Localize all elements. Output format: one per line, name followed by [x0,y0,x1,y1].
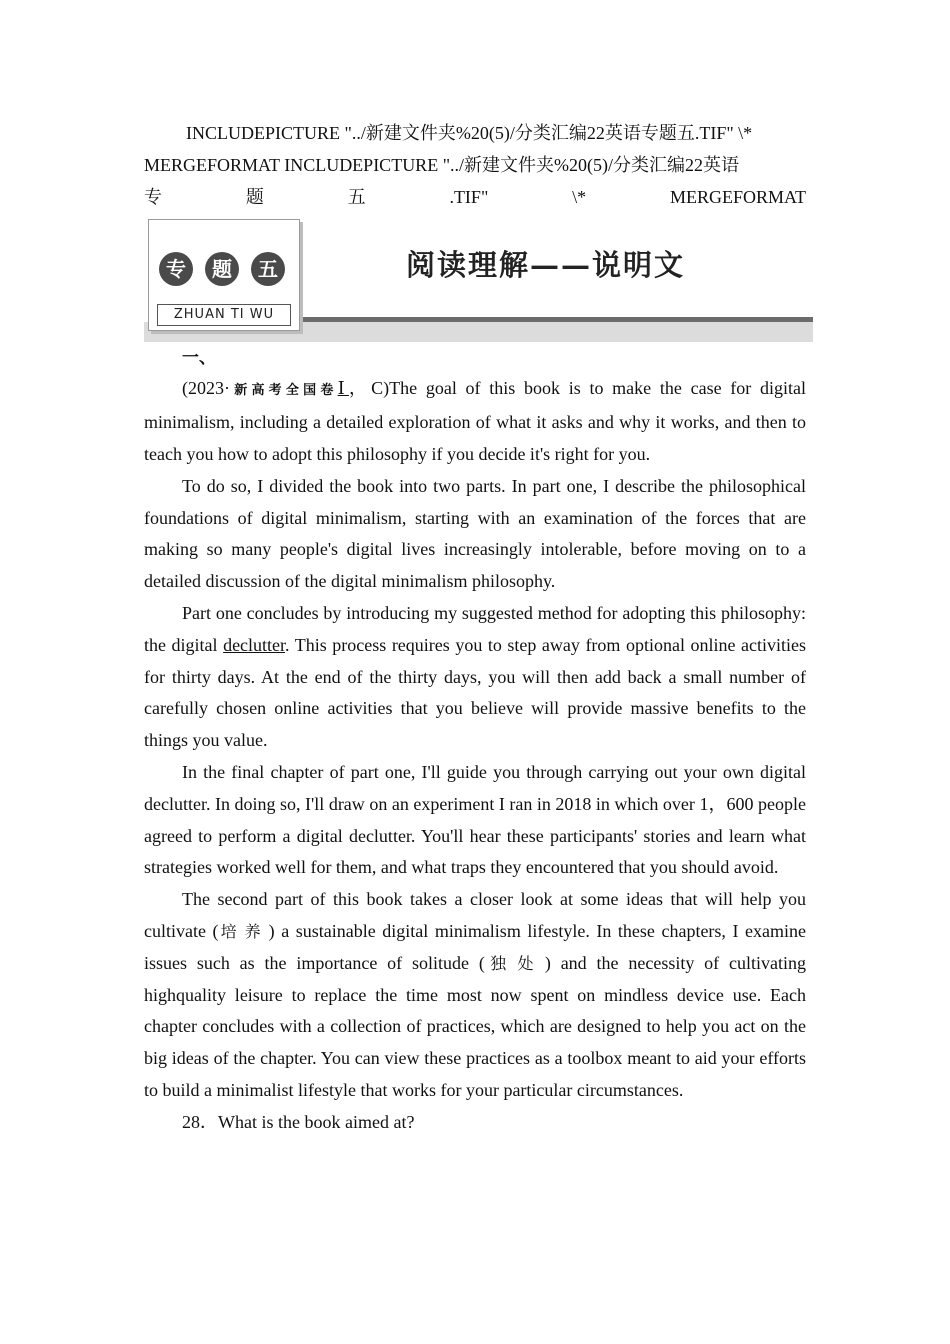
paragraph-text: Part one concludes by introducing my suggested method for adopting this philosophy: the digital [144,602,806,655]
include-field-part: 专 [144,186,162,207]
question-number: 28． [182,1111,218,1132]
source-num: Ⅰ [337,378,349,399]
include-field-line-1: INCLUDEPICTURE "../新建文件夹%20(5)/分类汇编22英语专题五.TIF" \* [186,123,753,143]
topic-char-circle: 题 [205,252,239,286]
include-field-part: MERGEFORMAT [669,186,806,207]
passage-paragraph-2: To do so, I divided the book into two parts. In part one, I describe the philosophical foundations of digital minimalism, starting with an examination of the forces that are making so many people's digital lives increasingly intolerable, before moving on to a detailed discussion of the digital minimalism philosophy. [144,475,806,592]
passage-paragraph-4: In the final chapter of part one, I'll guide you through carrying out your own digital declutter. In doing so, I'll draw on an experiment I ran in 2018 in which over 1，600 people agreed to perform a digital declutter. You'll hear these participants' stories and learn what strategies worked well for them, and what traps they encountered that you should avoid. [144,761,806,878]
topic-card [148,219,300,331]
topic-banner [144,217,813,341]
source-open: (2023· [182,378,230,399]
banner-title: 阅读理解——说明文 [406,248,686,283]
topic-char-circle: 专 [159,252,193,286]
section-mark: 一、 [182,348,216,369]
banner-rule [302,317,813,322]
paragraph-text: ) and the necessity of cultivating highquality leisure to replace the time most now spent on mindless device use. Each chapter concludes with a collection of practices, which are designed to help you act on the big ideas of the chapter. You can view these practices as a toolbox meant to aid your efforts to build a minimalist lifestyle that works for your particular circumstances. [144,952,806,1100]
question-28 [144,1107,806,1139]
passage-paragraph-3 [144,598,806,757]
source-close: ，C) [348,378,390,399]
chinese-gloss: 独处 [484,953,545,973]
paragraph-text: ) a sustainable digital minimalism lifestyle. In these chapters, I examine issues such as the importance of solitude ( [144,920,806,973]
include-field-part: .TIF" [449,186,489,207]
include-field-part: 题 [245,186,264,207]
topic-circles [159,252,285,286]
include-field-line-2: MERGEFORMAT INCLUDEPICTURE "../新建文件夹%20(5)/分类汇编22英语 [144,154,740,175]
topic-pinyin: ZHUAN TI WU [157,304,291,326]
source-label: 新高考全国卷 [230,383,338,399]
include-field-line-3 [144,182,806,214]
include-field-part: \* [572,186,587,207]
topic-char-circle: 五 [251,252,285,286]
chinese-gloss: 培养 [218,921,269,941]
passage-paragraph-5 [144,884,806,1107]
passage-paragraph-1 [144,373,806,470]
document-page [144,118,806,1139]
paragraph-text: . This process requires you to step away from optional online activities for thirty days. At the end of the thirty days, you will then add back a small number of carefully chosen online activities that you believe will provide massive benefits to the things you value. [144,634,806,751]
paragraph-text: The second part of this book takes a closer look at some ideas that will help you cultivate ( [144,889,806,941]
underlined-word: declutter [223,634,286,655]
paragraph-text: The goal of this book is to make the case for digital minimalism, including a detailed exploration of what it asks and why it works, and then to teach you how to adopt this philosophy if you decide it's right for you. [144,378,806,464]
question-text: What is the book aimed at? [218,1111,415,1132]
include-field-part: 五 [347,186,366,207]
